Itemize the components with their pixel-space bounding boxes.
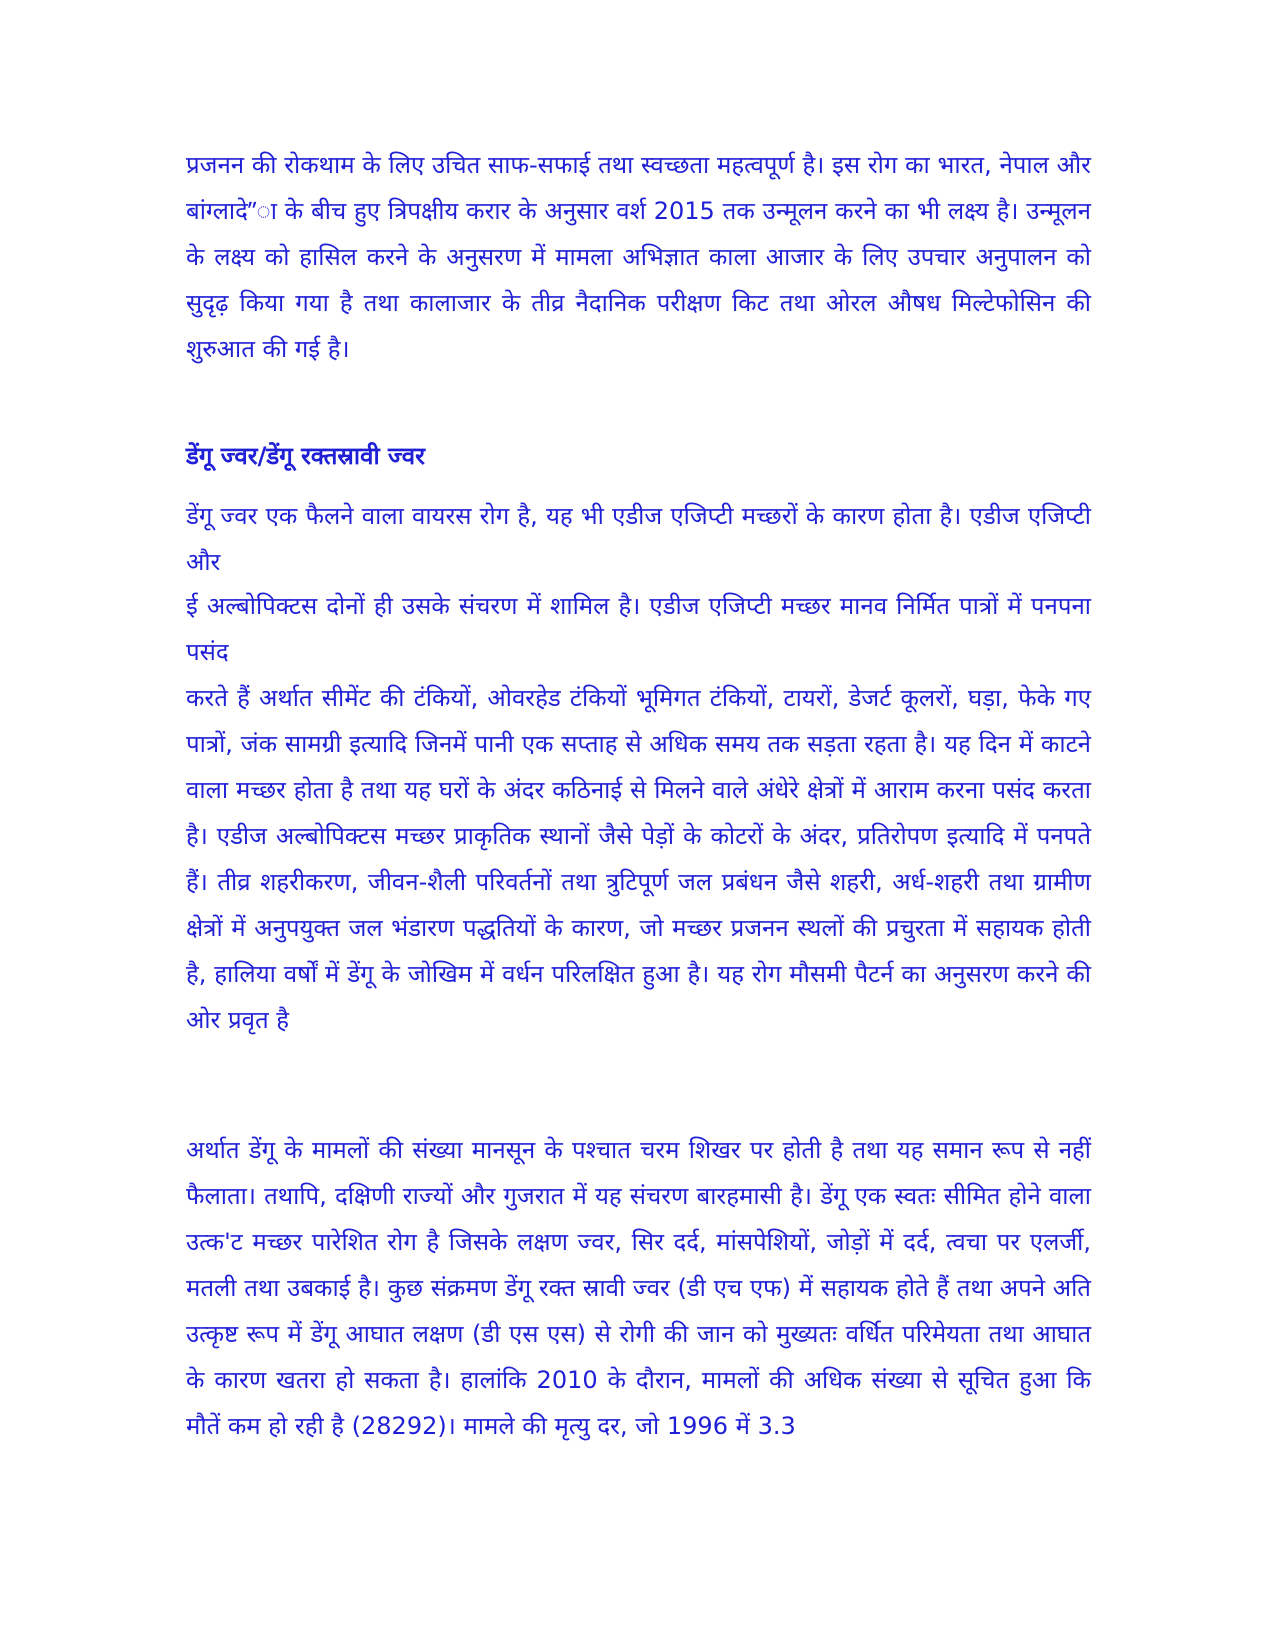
paragraph-dengue-vectors: ई अल्बोपिक्टस दोनों ही उसके संचरण में शामिल है। एडीज एजिप्टी मच्छर मानव निर्मित पात्रों में पनपना पसंद [186, 592, 1091, 666]
paragraph-kala-azar: प्रजनन की रोकथाम के लिए उचित साफ-सफाई तथा स्वच्छता महत्वपूर्ण है। इस रोग का भारत, नेपाल और बांग्लादे”ा के बीच हुए त्रिपक्षीय करार के अनुसार वर्श 2015 तक उन्मूलन करने का भी लक्ष्य है। उन्मूलन के लक्ष्य को हासिल करने के अनुसरण में मामला अभिज्ञात काला आजार के लिए उपचार अनुपालन को सुदृढ़ किया गया है तथा कालाजार के तीव्र नैदानिक परीक्षण किट तथा ओरल औषध मिल्टेफोसिन की शुरुआत की गई है। [186, 151, 1091, 363]
paragraph-dengue-seasonality: अर्थात डेंगू के मामलों की संख्या मानसून के पश्चात चरम शिखर पर होती है तथा यह समान रूप से नहीं फैलाता। तथापि, दक्षिणी राज्यों और गुजरात में यह संचरण बारहमासी है। डेंगू एक स्वतः सीमित होने वाला उत्क'ट मच्छर पारेशित रोग है जिसके लक्षण ज्वर, सिर दर्द, मांसपेशियों, जोड़ों में दर्द, त्वचा पर एलर्जी, मतली तथा उबकाई है। कुछ संक्रमण डेंगू रक्त स्रावी ज्वर (डी एच एफ) में सहायक होते हैं तथा अपने अति उत्कृष्ट रूप में डेंगू आघात लक्षण (डी एस एस) से रोगी की जान को मुख्यतः वर्धित परिमेयता तथा आघात के कारण खतरा हो सकता है। हालांकि 2010 के दौरान, मामलों की अधिक संख्या से सूचित हुआ कि मौतें कम हो रही है (28292)। मामले की मृत्यु दर, जो 1996 में 3.3 [186, 1136, 1091, 1440]
paragraph-dengue-breeding: करते हैं अर्थात सीमेंट की टंकियों, ओवरहेड टंकियों भूमिगत टंकियों, टायरों, डेजर्ट कूलरों, घड़ा, फेके गए पात्रों, जंक सामग्री इत्यादि जिनमें पानी एक सप्ताह से अधिक समय तक सड़ता रहता है। यह दिन में काटने वाला मच्छर होता है तथा यह घरों के अंदर कठिनाई से मिलने वाले अंधेरे क्षेत्रों में आराम करना पसंद करता है। एडीज अल्बोपिक्टस मच्छर प्राकृतिक स्थानों जैसे पेड़ों के कोटरों के अंदर, प्रतिरोपण इत्यादि में पनपते हैं। तीव्र शहरीकरण, जीवन-शैली परिवर्तनों तथा त्रुटिपूर्ण जल प्रबंधन जैसे शहरी, अर्ध-शहरी तथा ग्रामीण क्षेत्रों में अनुपयुक्त जल भंडारण पद्धतियों के कारण, जो मच्छर प्रजनन स्थलों की प्रचुरता में सहायक होती है, हालिया वर्षों में डेंगू के जोखिम में वर्धन परिलक्षित हुआ है। यह रोग मौसमी पैटर्न का अनुसरण करने की ओर प्रवृत है [186, 684, 1091, 1034]
section-heading-dengue: डेंगू ज्वर/डेंगू रक्तस्रावी ज्वर [186, 442, 425, 470]
paragraph-dengue-intro: डेंगू ज्वर एक फैलने वाला वायरस रोग है, यह भी एडीज एजिप्टी मच्छरों के कारण होता है। एडीज एजिप्टी और [186, 502, 1091, 576]
